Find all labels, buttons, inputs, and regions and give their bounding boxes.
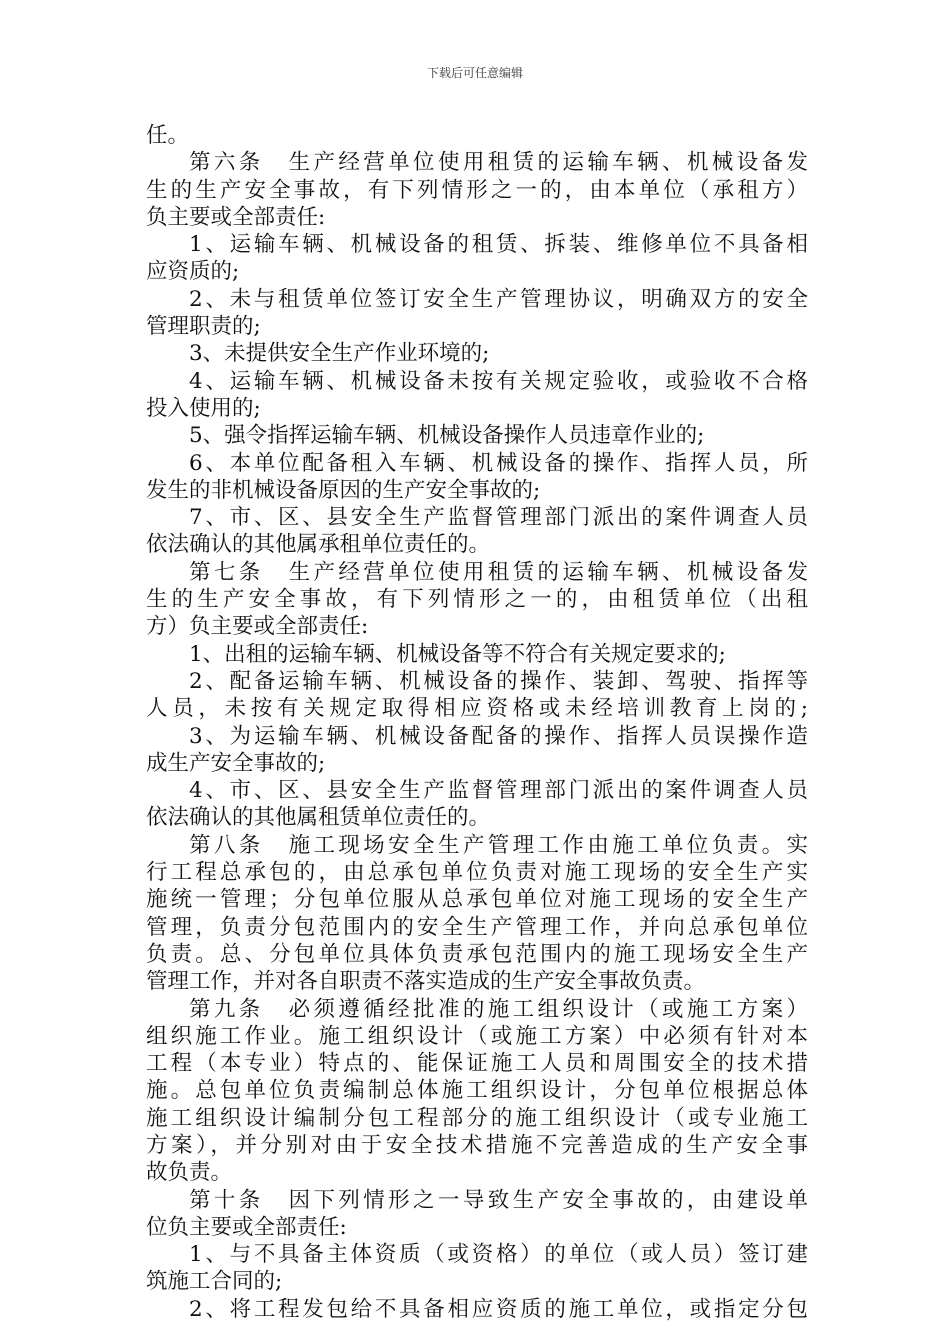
text-line: 6、本单位配备租入车辆、机械设备的操作、指挥人员，所	[189, 450, 808, 476]
text-line: 投入使用的;	[146, 395, 261, 421]
text-line: 成生产安全事故的;	[146, 750, 326, 776]
text-line: 5、强令指挥运输车辆、机械设备操作人员违章作业的;	[189, 423, 705, 449]
text-line: 负责。总、分包单位具体负责承包范围内的施工现场安全生产	[146, 941, 808, 967]
text-line: 第九条 必须遵循经批准的施工组织设计（或施工方案）	[189, 996, 808, 1022]
text-line: 第八条 施工现场安全生产管理工作由施工单位负责。实	[189, 832, 808, 858]
text-line: 2、配备运输车辆、机械设备的操作、装卸、驾驶、指挥等	[189, 668, 808, 694]
text-line: 1、出租的运输车辆、机械设备等不符合有关规定要求的;	[189, 641, 726, 667]
text-line: 第六条 生产经营单位使用租赁的运输车辆、机械设备发	[189, 150, 808, 176]
text-line: 施统一管理；分包单位服从总承包单位对施工现场的安全生产	[146, 887, 808, 913]
text-line: 生的生产安全事故，有下列情形之一的，由租赁单位（出租	[146, 587, 808, 613]
page-header: 下载后可任意编辑	[426, 66, 523, 80]
text-line: 施工组织设计编制分包工程部分的施工组织设计（或专业施工	[146, 1105, 808, 1131]
text-line: 施。总包单位负责编制总体施工组织设计，分包单位根据总体	[146, 1078, 808, 1104]
text-line: 3、未提供安全生产作业环境的;	[189, 341, 490, 367]
text-line: 位负主要或全部责任:	[146, 1214, 347, 1240]
text-line: 任。	[146, 123, 190, 148]
text-line: 故负责。	[146, 1160, 233, 1186]
text-line: 1、与不具备主体资质（或资格）的单位（或人员）签订建	[189, 1242, 808, 1268]
text-line: 应资质的;	[146, 259, 240, 285]
text-line: 管理，负责分包范围内的安全生产管理工作，并向总承包单位	[146, 914, 808, 940]
text-line: 筑施工合同的;	[146, 1269, 283, 1295]
text-line: 第七条 生产经营单位使用租赁的运输车辆、机械设备发	[189, 559, 808, 585]
text-line: 生的生产安全事故，有下列情形之一的，由本单位（承租方）	[146, 177, 808, 203]
text-line: 管理职责的;	[146, 314, 261, 340]
text-line: 依法确认的其他属承租单位责任的。	[146, 532, 491, 558]
text-line: 发生的非机械设备原因的生产安全事故的;	[146, 477, 541, 503]
text-line: 2、将工程发包给不具备相应资质的施工单位，或指定分包	[189, 1296, 808, 1322]
text-line: 方）负主要或全部责任:	[146, 614, 369, 640]
text-line: 工程（本专业）特点的、能保证施工人员和周围安全的技术措	[146, 1051, 808, 1077]
text-line: 依法确认的其他属租赁单位责任的。	[146, 805, 491, 831]
text-line: 1、运输车辆、机械设备的租赁、拆装、维修单位不具备相	[189, 232, 808, 258]
text-line: 2、未与租赁单位签订安全生产管理协议，明确双方的安全	[189, 286, 808, 312]
text-line: 7、市、区、县安全生产监督管理部门派出的案件调查人员	[189, 505, 808, 531]
text-line: 管理工作，并对各自职责不落实造成的生产安全事故负责。	[146, 969, 706, 995]
text-line: 方案），并分别对由于安全技术措施不完善造成的生产安全事	[146, 1132, 808, 1158]
text-line: 行工程总承包的，由总承包单位负责对施工现场的安全生产实	[146, 860, 808, 886]
text-line: 4、市、区、县安全生产监督管理部门派出的案件调查人员	[189, 778, 808, 804]
text-line: 3、为运输车辆、机械设备配备的操作、指挥人员误操作造	[189, 723, 808, 749]
text-line: 负主要或全部责任:	[146, 204, 326, 230]
document-body	[146, 122, 808, 1323]
text-line: 人员，未按有关规定取得相应资格或未经培训教育上岗的;	[146, 696, 808, 722]
text-line: 组织施工作业。施工组织设计（或施工方案）中必须有针对本	[146, 1023, 808, 1049]
text-line: 4、运输车辆、机械设备未按有关规定验收，或验收不合格	[189, 368, 808, 394]
text-line: 第十条 因下列情形之一导致生产安全事故的，由建设单	[189, 1187, 808, 1213]
